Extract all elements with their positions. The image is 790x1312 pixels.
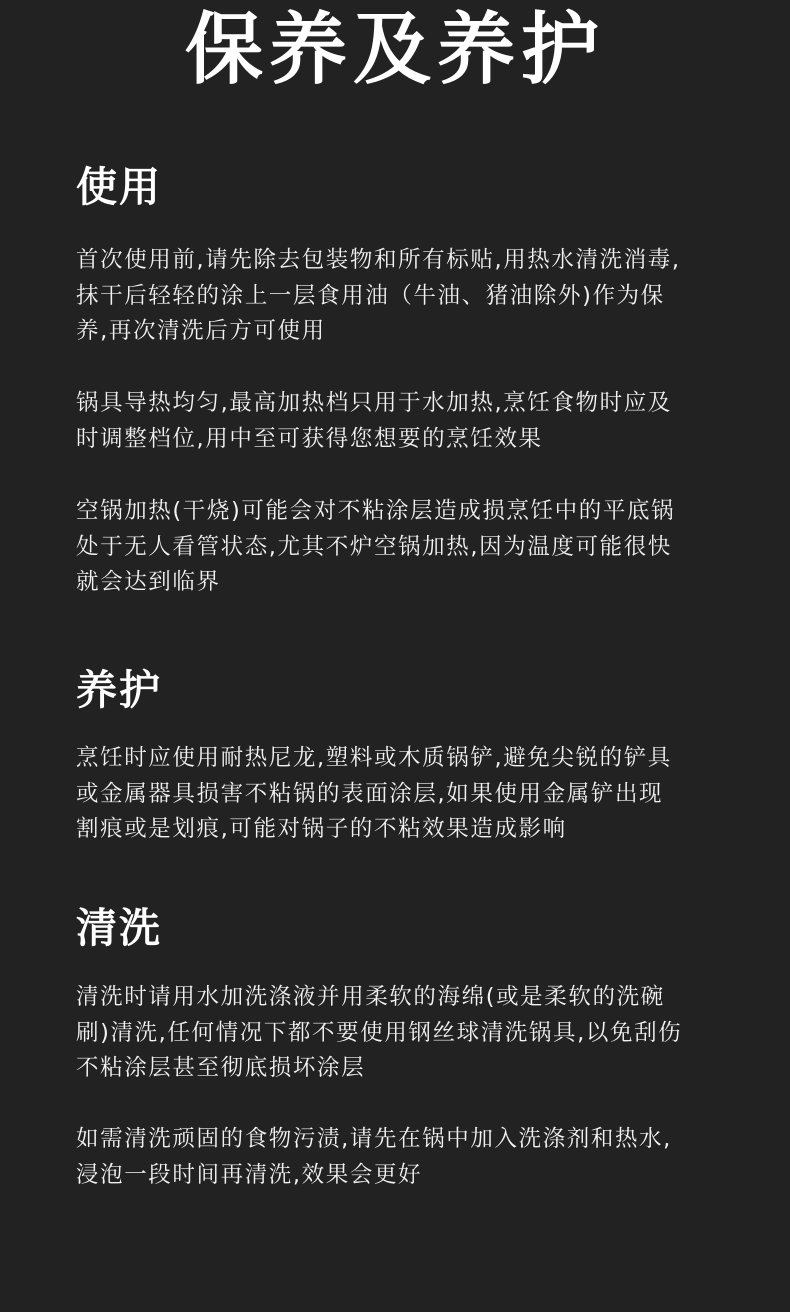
paragraph-line: 清洗时请用水加洗涤液并用柔软的海绵(或是柔软的洗碗 [76,984,665,1010]
paragraph-line: 刷)清洗,任何情况下都不要使用钢丝球清洗锅具,以免刮伤 [76,1019,683,1046]
page-title: 保养及养护 [184,5,605,95]
section-heading-usage: 使用 [76,163,162,211]
paragraph-line: 时调整档位,用中至可获得您想要的烹饪效果 [76,425,543,452]
usage-paragraph-2 [76,386,736,457]
usage-paragraph-1 [76,243,736,350]
paragraph-line: 不粘涂层甚至彻底损坏涂层 [76,1055,366,1081]
section-heading-cleaning: 清洗 [76,904,162,952]
paragraph-line: 抹干后轻轻的涂上一层食用油（牛油、猪油除外)作为保 [76,282,665,309]
paragraph-line: 首次使用前,请先除去包装物和所有标贴,用热水清洗消毒, [76,247,681,273]
paragraph-line: 浸泡一段时间再清洗,效果会更好 [76,1161,423,1188]
paragraph-line: 就会达到临界 [76,569,221,595]
cleaning-paragraph-1 [76,980,736,1087]
paragraph-line: 割痕或是划痕,可能对锅子的不粘效果造成影响 [76,816,567,842]
paragraph-line: 烹饪时应使用耐热尼龙,塑料或木质锅铲,避免尖锐的铲具 [76,745,672,771]
paragraph-line: 空锅加热(干烧)可能会对不粘涂层造成损烹饪中的平底锅 [76,498,676,524]
paragraph-line: 或金属器具损害不粘锅的表面涂层,如果使用金属铲出现 [76,780,664,807]
cleaning-paragraph-2 [76,1122,736,1193]
paragraph-line: 如需清洗顽固的食物污渍,请先在锅中加入洗涤剂和热水, [76,1126,672,1152]
section-heading-maintenance: 养护 [76,666,162,714]
maintenance-paragraph-1 [76,741,736,848]
usage-paragraph-3 [76,494,736,601]
paragraph-line: 锅具导热均匀,最高加热档只用于水加热,烹饪食物时应及 [76,390,672,416]
paragraph-line: 养,再次清洗后方可使用 [76,318,326,344]
paragraph-line: 处于无人看管状态,尤其不炉空锅加热,因为温度可能很快 [76,533,672,560]
